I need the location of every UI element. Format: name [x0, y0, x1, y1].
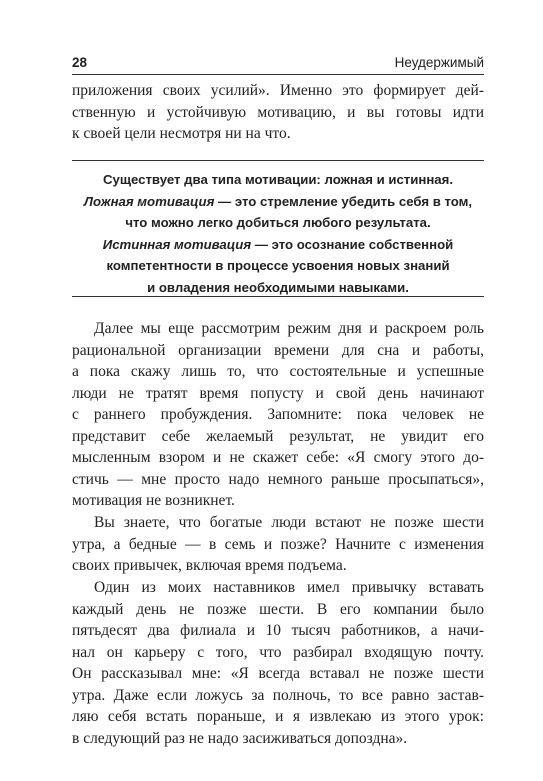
page-header	[72, 52, 484, 75]
paragraph-3	[72, 577, 484, 749]
text-line: нал он карьеру с того, что разбирал входящую почту.	[72, 643, 484, 661]
callout-true-line-2: компетентности в процессе усвоения новых знаний	[106, 258, 450, 273]
text-line: каждый день не позже шести. В его компании было	[72, 600, 484, 618]
false-motivation-term: Ложная мотивация	[83, 193, 215, 209]
text-line: Вы знаете, что богатые люди встают не позже шести	[94, 514, 484, 531]
text-line: утра. Даже если ложусь за полночь, то все равно застав-	[72, 686, 484, 704]
true-motivation-term: Истинная мотивация	[102, 236, 252, 252]
running-title: Неудержимый	[394, 55, 484, 70]
text-line: пятьдесят два филиала и 10 тысяч работников, а начи-	[72, 622, 484, 639]
intro-paragraph	[72, 80, 484, 145]
callout-true-line	[72, 234, 484, 256]
paragraph-2	[72, 512, 484, 577]
text-line: Далее мы еще рассмотрим режим дня и раскроем роль	[94, 320, 484, 337]
callout-heading: Существует два типа мотивации: ложная и истинная.	[102, 172, 453, 187]
text-line: с раннего пробуждения. Запомните: пока человек не	[72, 406, 484, 423]
text-line: Он рассказывал мне: «Я всегда вставал не позже шести	[72, 665, 484, 682]
text-line: утра, а бедные — в семь и позже? Начните с изменения	[72, 535, 484, 553]
motivation-callout	[72, 160, 484, 297]
text-line: в следующий раз не надо засиживаться допоздна».	[72, 729, 408, 747]
text-line: Один из моих наставников имел привычку вставать	[94, 579, 484, 596]
text-line: ственную и устойчивую мотивацию, и вы готовы идти	[72, 103, 484, 121]
page-number: 28	[72, 55, 88, 70]
callout-false-line-2: что можно легко добиться любого результата.	[125, 215, 431, 230]
text-line: мысленным взором и не скажет себе: «Я смогу этого до-	[72, 449, 484, 466]
text-line: приложения своих усилий». Именно это формирует дей-	[72, 82, 484, 99]
text-line: к своей цели несмотря ни на что.	[72, 125, 291, 142]
callout-false-line	[72, 191, 484, 213]
paragraph-1	[72, 318, 484, 512]
text-line: рациональной организации времени для сна и работы,	[72, 341, 484, 359]
text-line: мотивация не возникнет.	[72, 492, 235, 509]
true-motivation-text: — это осознание собственной	[251, 236, 454, 252]
callout-true-line-3: и овладения необходимыми навыками.	[147, 279, 409, 295]
text-line: а пока скажу лишь то, что состоятельные и успешные	[72, 363, 484, 380]
false-motivation-text: — это стремление убедить себя в том,	[214, 193, 473, 209]
text-line: ляю себя встать пораньше, и я извлекаю из этого урок:	[72, 708, 484, 725]
text-line: представит себе желаемый результат, не увидит его	[72, 427, 484, 445]
text-line: стичь — мне просто надо немного раньше просыпаться»,	[72, 470, 484, 488]
text-line: люди не тратят время попусту и свой день начинают	[72, 384, 484, 402]
text-line: своих привычек, включая время подъема.	[72, 557, 347, 574]
